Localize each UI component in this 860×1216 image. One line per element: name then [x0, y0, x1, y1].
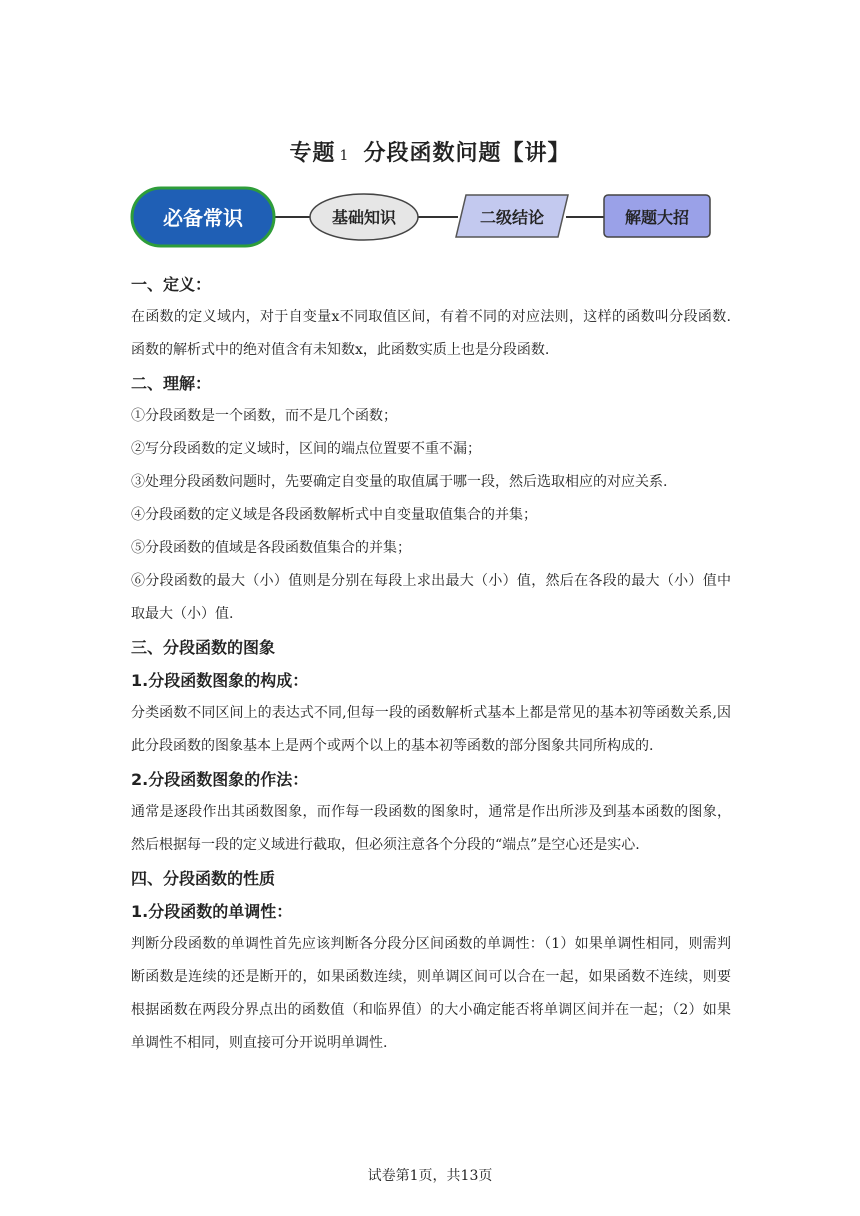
paragraph: 在函数的定义域内，对于自变量x不同取值区间，有着不同的对应法则，这样的函数叫分段函数.函数的解析式中的绝对值含有未知数x，此函数实质上也是分段函数.	[131, 309, 731, 358]
paragraph: 分类函数不同区间上的表达式不同,但每一段的函数解析式基本上都是常见的基本初等函数关系,因此分段函数的图象基本上是两个或两个以上的基本初等函数的部分图象共同所构成的.	[131, 705, 731, 754]
banner-basic-knowledge	[310, 194, 418, 240]
list-item: ④分段函数的定义域是各段函数解析式中自变量取值集合的并集；	[131, 507, 537, 523]
section-heading: 一、定义：	[131, 275, 212, 294]
topic-banner	[0, 180, 860, 256]
banner-label-3: 二级结论	[479, 208, 545, 227]
subsection-heading: 2.分段函数图象的作法：	[131, 770, 309, 789]
title-number: 1	[339, 148, 350, 164]
list-item: ⑤分段函数的值域是各段函数值集合的并集；	[131, 540, 411, 556]
banner-solving-tricks	[604, 195, 710, 237]
paragraph: 判断分段函数的单调性首先应该判断各分段分区间函数的单调性：（1）如果单调性相同，则需判断函数是连续的还是断开的，如果函数连续，则单调区间可以合在一起，如果函数不连续，则要根据函数在两段分界点出的函数值（和临界值）的大小确定能否将单调区间并在一起；（2）如果单调性不相同，则直接可分开说明单调性.	[131, 936, 731, 1051]
banner-secondary-conclusions	[456, 195, 568, 237]
document-body	[131, 268, 731, 1060]
subsection-heading: 1.分段函数图象的构成：	[131, 671, 309, 690]
title-prefix: 专题	[289, 141, 336, 166]
list-item: ②写分段函数的定义域时，区间的端点位置要不重不漏；	[131, 441, 481, 457]
banner-label-4: 解题大招	[624, 208, 690, 227]
page-footer: 试卷第1页，共13页	[367, 1168, 493, 1184]
list-item: ③处理分段函数问题时，先要确定自变量的取值属于哪一段，然后选取相应的对应关系.	[131, 474, 668, 490]
list-item: ⑥分段函数的最大（小）值则是分别在每段上求出最大（小）值，然后在各段的最大（小）值中取最大（小）值.	[131, 573, 731, 622]
list-item: ①分段函数是一个函数，而不是几个函数；	[131, 408, 397, 424]
banner-label-1: 必备常识	[163, 206, 243, 230]
section-heading: 二、理解：	[131, 374, 212, 393]
section-heading: 四、分段函数的性质	[131, 869, 276, 888]
paragraph: 通常是逐段作出其函数图象，而作每一段函数的图象时，通常是作出所涉及到基本函数的图象，然后根据每一段的定义域进行截取，但必须注意各个分段的“端点”是空心还是实心.	[131, 804, 731, 853]
page-title	[0, 136, 860, 167]
banner-label-2: 基础知识	[331, 208, 397, 227]
subsection-heading: 1.分段函数的单调性：	[131, 902, 293, 921]
section-heading: 三、分段函数的图象	[131, 638, 276, 657]
title-main: 分段函数问题【讲】	[363, 141, 571, 166]
banner-essential-knowledge	[132, 188, 274, 246]
